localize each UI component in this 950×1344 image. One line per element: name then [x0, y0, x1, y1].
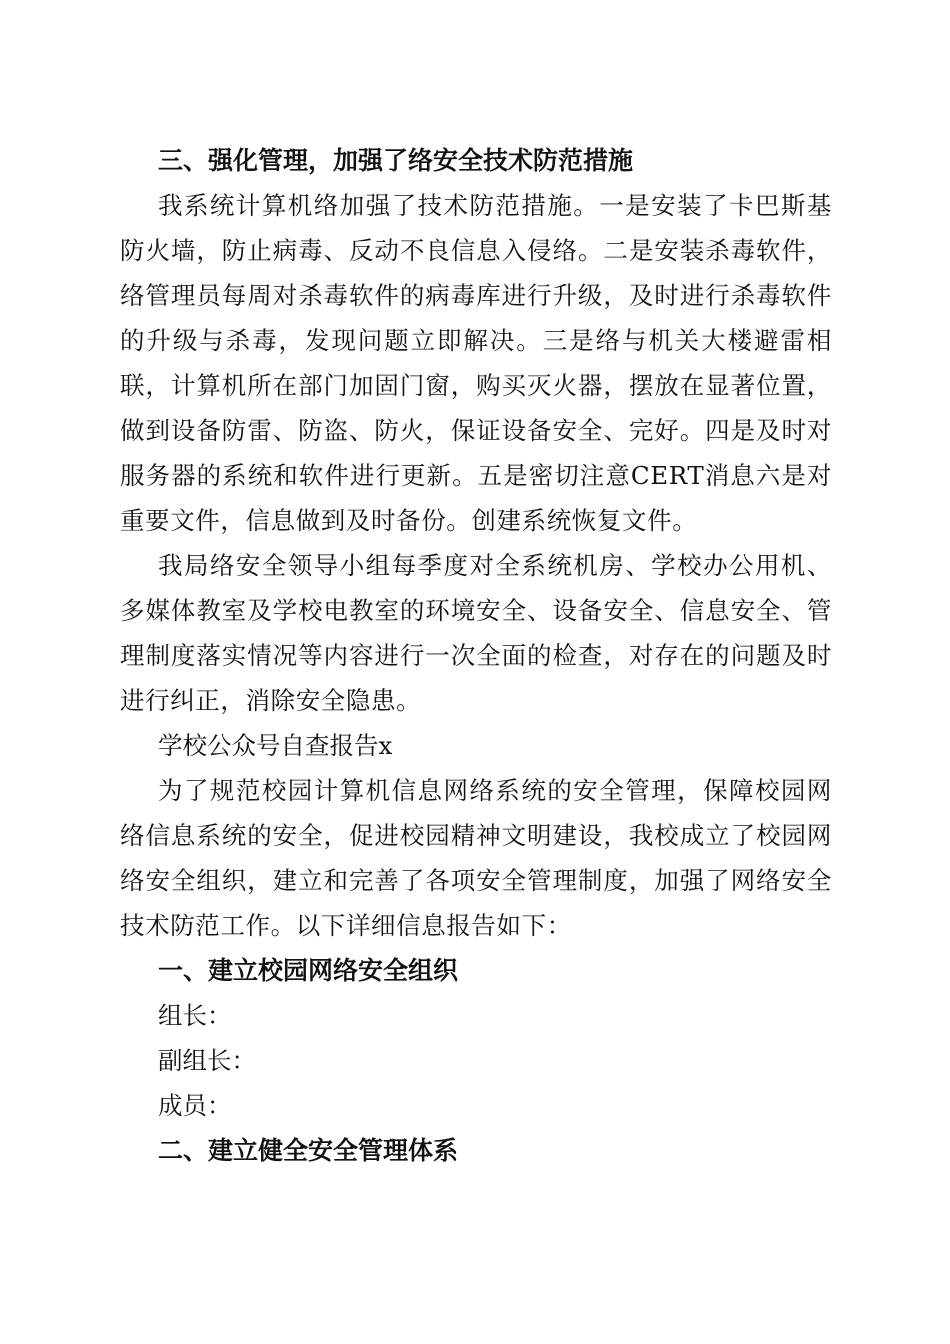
section-heading-2: 二、建立健全安全管理体系 — [158, 1136, 459, 1165]
section-heading-3: 三、强化管理，加强了络安全技术防范措施 — [158, 146, 634, 175]
leader-label: 组长： — [158, 1001, 232, 1030]
report-subtitle: 学校公众号自查报告x — [158, 731, 393, 760]
deputy-leader-label: 副组长： — [158, 1046, 256, 1075]
section-heading-1: 一、建立校园网络安全组织 — [158, 956, 459, 985]
members-label: 成员： — [158, 1091, 232, 1120]
paragraph-technical-measures: 我系统计算机络加强了技术防范措施。一是安装了卡巴斯基防火墙，防止病毒、反动不良信息入侵络。二是安装杀毒软件，络管理员每周对杀毒软件的病毒库进行升级，及时进行杀毒软件的升级与杀毒，发现问题立即解决。三是络与机关大楼避雷相联，计算机所在部门加固门窗，购买灭火器，摆放在显著位置，做到设备防雷、防盗、防火，保证设备安全、完好。四是及时对服务器的系统和软件进行更新。五是密切注意CERT消息六是对重要文件，信息做到及时备份。创建系统恢复文件。 — [120, 191, 832, 535]
paragraph-quarterly-inspection: 我局络安全领导小组每季度对全系统机房、学校办公用机、多媒体教室及学校电教室的环境安全、设备安全、信息安全、管理制度落实情况等内容进行一次全面的检查，对存在的问题及时进行纠正，消除安全隐患。 — [120, 551, 832, 715]
document-body — [120, 138, 832, 1173]
paragraph-report-intro: 为了规范校园计算机信息网络系统的安全管理，保障校园网络信息系统的安全，促进校园精神文明建设，我校成立了校园网络安全组织，建立和完善了各项安全管理制度，加强了网络安全技术防范工作。以下详细信息报告如下： — [120, 776, 832, 940]
